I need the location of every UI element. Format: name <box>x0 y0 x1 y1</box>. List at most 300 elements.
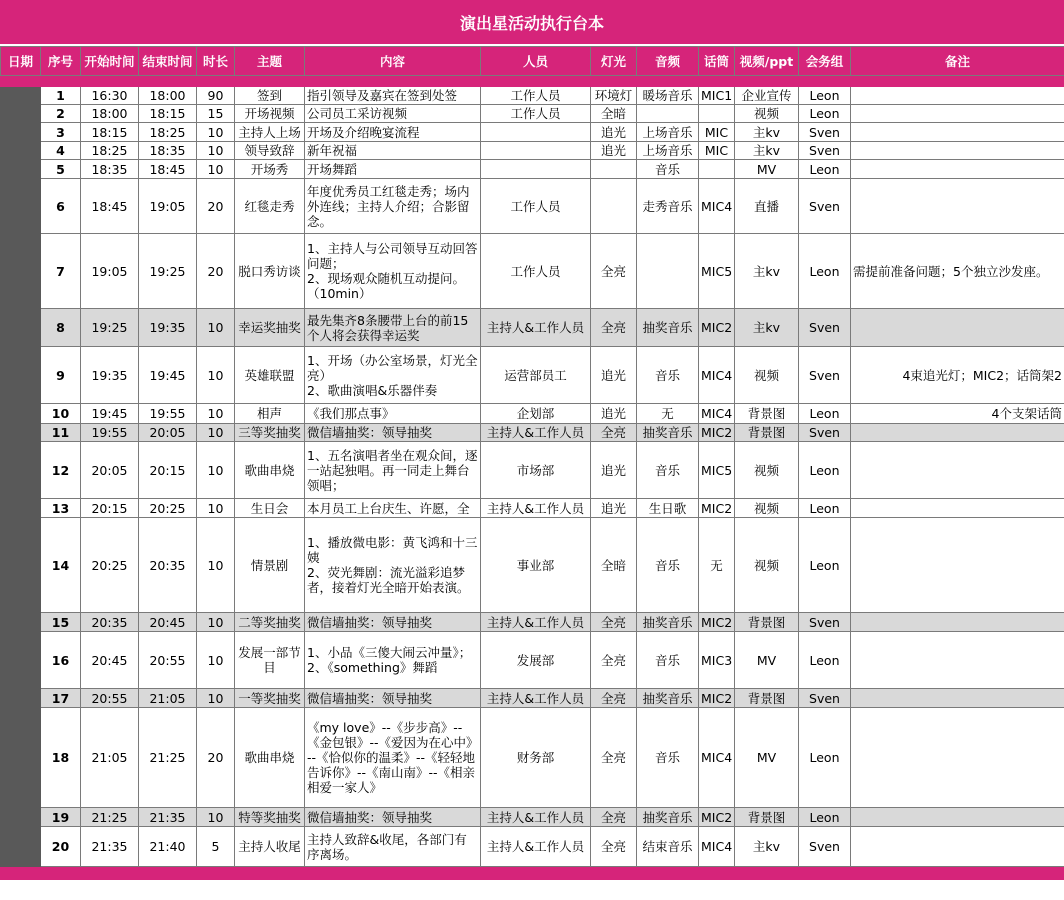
cell-duration[interactable]: 10 <box>197 499 235 518</box>
cell-group[interactable]: Leon <box>799 808 851 827</box>
cell-mic[interactable]: MIC <box>699 123 735 142</box>
cell-video[interactable]: 主kv <box>735 142 799 160</box>
cell-audio[interactable]: 音乐 <box>637 632 699 689</box>
cell-mic[interactable] <box>699 105 735 123</box>
header-theme[interactable]: 主题 <box>235 47 305 76</box>
cell-end-time[interactable]: 20:55 <box>139 632 197 689</box>
cell-mic[interactable]: MIC3 <box>699 632 735 689</box>
table-row <box>1 442 1064 499</box>
cell-audio[interactable]: 上场音乐 <box>637 142 699 160</box>
cell-audio[interactable]: 音乐 <box>637 518 699 613</box>
header-group[interactable]: 会务组 <box>799 47 851 76</box>
date-column-cell[interactable] <box>1 87 41 867</box>
cell-content[interactable]: 1、小品《三傻大闹云冲量》； 2、《something》舞蹈 <box>305 632 481 689</box>
cell-group[interactable]: Sven <box>799 123 851 142</box>
cell-staff[interactable]: 工作人员 <box>481 87 591 105</box>
cell-group[interactable]: Leon <box>799 87 851 105</box>
cell-start-time[interactable]: 21:35 <box>81 827 139 867</box>
cell-mic[interactable]: MIC2 <box>699 613 735 632</box>
cell-content[interactable]: 新年祝福 <box>305 142 481 160</box>
cell-theme[interactable]: 相声 <box>235 404 305 424</box>
cell-group[interactable]: Leon <box>799 499 851 518</box>
cell-duration[interactable]: 10 <box>197 160 235 179</box>
cell-theme[interactable]: 二等奖抽奖 <box>235 613 305 632</box>
cell-notes[interactable] <box>851 160 1064 179</box>
table-row <box>1 87 1064 105</box>
cell-mic[interactable]: MIC2 <box>699 689 735 708</box>
cell-audio[interactable]: 音乐 <box>637 347 699 404</box>
cell-notes[interactable] <box>851 499 1064 518</box>
cell-duration[interactable]: 10 <box>197 123 235 142</box>
band-row <box>1 76 1064 87</box>
cell-no[interactable]: 18 <box>41 708 81 808</box>
cell-audio[interactable]: 无 <box>637 404 699 424</box>
cell-notes[interactable] <box>851 632 1064 689</box>
cell-staff[interactable]: 市场部 <box>481 442 591 499</box>
cell-mic[interactable]: MIC2 <box>699 309 735 347</box>
cell-end-time[interactable]: 19:05 <box>139 179 197 234</box>
table-row <box>1 105 1064 123</box>
cell-no[interactable]: 9 <box>41 347 81 404</box>
cell-end-time[interactable]: 20:25 <box>139 499 197 518</box>
band-cell <box>1 76 1064 87</box>
cell-no[interactable]: 6 <box>41 179 81 234</box>
cell-duration[interactable]: 10 <box>197 142 235 160</box>
cell-group[interactable]: Sven <box>799 309 851 347</box>
cell-notes[interactable] <box>851 518 1064 613</box>
cell-theme[interactable]: 生日会 <box>235 499 305 518</box>
cell-group[interactable]: Leon <box>799 442 851 499</box>
cell-content[interactable]: 年度优秀员工红毯走秀；场内外连线；主持人介绍；合影留念。 <box>305 179 481 234</box>
cell-no[interactable]: 7 <box>41 234 81 309</box>
cell-notes[interactable] <box>851 808 1064 827</box>
cell-duration[interactable]: 10 <box>197 613 235 632</box>
cell-notes[interactable] <box>851 142 1064 160</box>
table-row <box>1 404 1064 424</box>
header-staff[interactable]: 人员 <box>481 47 591 76</box>
cell-mic[interactable]: MIC4 <box>699 708 735 808</box>
cell-video[interactable]: 直播 <box>735 179 799 234</box>
header-no[interactable]: 序号 <box>41 47 81 76</box>
cell-end-time[interactable]: 19:25 <box>139 234 197 309</box>
cell-no[interactable]: 15 <box>41 613 81 632</box>
cell-audio[interactable]: 音乐 <box>637 442 699 499</box>
cell-no[interactable]: 11 <box>41 424 81 442</box>
cell-end-time[interactable]: 18:25 <box>139 123 197 142</box>
cell-video[interactable]: MV <box>735 632 799 689</box>
cell-staff[interactable]: 发展部 <box>481 632 591 689</box>
cell-lighting[interactable]: 环境灯 <box>591 87 637 105</box>
table-row <box>1 632 1064 689</box>
cell-staff[interactable]: 事业部 <box>481 518 591 613</box>
cell-start-time[interactable]: 18:45 <box>81 179 139 234</box>
cell-audio[interactable]: 生日歌 <box>637 499 699 518</box>
cell-video[interactable]: 背景图 <box>735 808 799 827</box>
cell-content[interactable]: 1、开场（办公室场景，灯光全亮） 2、歌曲演唱&乐器伴奏 <box>305 347 481 404</box>
cell-theme[interactable]: 红毯走秀 <box>235 179 305 234</box>
cell-theme[interactable]: 三等奖抽奖 <box>235 424 305 442</box>
cell-lighting[interactable]: 全暗 <box>591 518 637 613</box>
cell-content[interactable]: 微信墙抽奖：领导抽奖 <box>305 689 481 708</box>
cell-group[interactable]: Leon <box>799 708 851 808</box>
header-lighting[interactable]: 灯光 <box>591 47 637 76</box>
cell-theme[interactable]: 歌曲串烧 <box>235 442 305 499</box>
cell-lighting[interactable]: 全亮 <box>591 689 637 708</box>
cell-lighting[interactable]: 追光 <box>591 499 637 518</box>
cell-duration[interactable]: 10 <box>197 404 235 424</box>
cell-duration[interactable]: 20 <box>197 179 235 234</box>
cell-group[interactable]: Leon <box>799 404 851 424</box>
footer-band-row <box>1 867 1064 880</box>
cell-audio[interactable] <box>637 234 699 309</box>
cell-video[interactable]: 主kv <box>735 234 799 309</box>
header-end[interactable]: 结束时间 <box>139 47 197 76</box>
cell-staff[interactable] <box>481 142 591 160</box>
cell-video[interactable]: 背景图 <box>735 404 799 424</box>
cell-content[interactable]: 主持人致辞&收尾，各部门有序离场。 <box>305 827 481 867</box>
cell-start-time[interactable]: 19:35 <box>81 347 139 404</box>
cell-lighting[interactable]: 全亮 <box>591 708 637 808</box>
cell-mic[interactable]: MIC5 <box>699 442 735 499</box>
cell-staff[interactable]: 主持人&工作人员 <box>481 689 591 708</box>
header-video[interactable]: 视频/ppt <box>735 47 799 76</box>
cell-content[interactable]: 公司员工采访视频 <box>305 105 481 123</box>
cell-start-time[interactable]: 19:55 <box>81 424 139 442</box>
table-row <box>1 234 1064 309</box>
cell-mic[interactable]: MIC4 <box>699 179 735 234</box>
table-row <box>1 309 1064 347</box>
cell-staff[interactable]: 工作人员 <box>481 179 591 234</box>
table-row <box>1 142 1064 160</box>
cell-group[interactable]: Sven <box>799 424 851 442</box>
cell-staff[interactable]: 主持人&工作人员 <box>481 424 591 442</box>
cell-lighting[interactable]: 全亮 <box>591 234 637 309</box>
cell-audio[interactable]: 暖场音乐 <box>637 87 699 105</box>
cell-video[interactable]: 主kv <box>735 827 799 867</box>
cell-content[interactable]: 《my love》--《步步高》--《金包银》--《爱因为在心中》--《恰似你的温柔》--《轻轻地告诉你》--《南山南》--《相亲相爱一家人》 <box>305 708 481 808</box>
cell-no[interactable]: 8 <box>41 309 81 347</box>
table-row <box>1 518 1064 613</box>
cell-staff[interactable]: 主持人&工作人员 <box>481 613 591 632</box>
cell-duration[interactable]: 20 <box>197 234 235 309</box>
cell-content[interactable]: 最先集齐8条腰带上台的前15个人将会获得幸运奖 <box>305 309 481 347</box>
cell-theme[interactable]: 主持人上场 <box>235 123 305 142</box>
cell-group[interactable]: Sven <box>799 689 851 708</box>
cell-lighting[interactable]: 全暗 <box>591 105 637 123</box>
header-audio[interactable]: 音频 <box>637 47 699 76</box>
cell-notes[interactable] <box>851 827 1064 867</box>
cell-theme[interactable]: 特等奖抽奖 <box>235 808 305 827</box>
cell-staff[interactable] <box>481 160 591 179</box>
cell-mic[interactable]: MIC2 <box>699 808 735 827</box>
cell-start-time[interactable]: 21:25 <box>81 808 139 827</box>
cell-end-time[interactable]: 21:25 <box>139 708 197 808</box>
cell-staff[interactable]: 工作人员 <box>481 105 591 123</box>
cell-mic[interactable] <box>699 160 735 179</box>
header-date[interactable]: 日期 <box>1 47 41 76</box>
cell-end-time[interactable]: 18:45 <box>139 160 197 179</box>
cell-audio[interactable]: 上场音乐 <box>637 123 699 142</box>
table-body <box>1 76 1064 880</box>
cell-theme[interactable]: 情景剧 <box>235 518 305 613</box>
cell-no[interactable]: 4 <box>41 142 81 160</box>
cell-video[interactable]: MV <box>735 160 799 179</box>
footer-band-cell <box>1 867 1064 880</box>
cell-lighting[interactable]: 全亮 <box>591 309 637 347</box>
cell-group[interactable]: Leon <box>799 105 851 123</box>
cell-no[interactable]: 16 <box>41 632 81 689</box>
cell-video[interactable]: 背景图 <box>735 613 799 632</box>
cell-theme[interactable]: 发展一部节目 <box>235 632 305 689</box>
cell-content[interactable]: 《我们那点事》 <box>305 404 481 424</box>
cell-video[interactable]: 视频 <box>735 518 799 613</box>
cell-video[interactable]: 企业宣传 <box>735 87 799 105</box>
cell-lighting[interactable] <box>591 179 637 234</box>
cell-mic[interactable]: MIC5 <box>699 234 735 309</box>
cell-mic[interactable]: MIC <box>699 142 735 160</box>
cell-staff[interactable]: 财务部 <box>481 708 591 808</box>
cell-lighting[interactable]: 全亮 <box>591 827 637 867</box>
cell-no[interactable]: 5 <box>41 160 81 179</box>
cell-staff[interactable]: 主持人&工作人员 <box>481 808 591 827</box>
cell-duration[interactable]: 5 <box>197 827 235 867</box>
cell-audio[interactable] <box>637 105 699 123</box>
cell-video[interactable]: 视频 <box>735 442 799 499</box>
table-row <box>1 123 1064 142</box>
cell-mic[interactable]: MIC1 <box>699 87 735 105</box>
cell-mic[interactable]: MIC4 <box>699 347 735 404</box>
cell-audio[interactable]: 抽奖音乐 <box>637 808 699 827</box>
cell-no[interactable]: 3 <box>41 123 81 142</box>
cell-end-time[interactable]: 20:45 <box>139 613 197 632</box>
cell-end-time[interactable]: 20:05 <box>139 424 197 442</box>
cell-notes[interactable] <box>851 613 1064 632</box>
cell-start-time[interactable]: 20:55 <box>81 689 139 708</box>
cell-notes[interactable]: 4个支架话筒 <box>851 404 1064 424</box>
table-row <box>1 689 1064 708</box>
cell-lighting[interactable]: 全亮 <box>591 808 637 827</box>
cell-duration[interactable]: 10 <box>197 689 235 708</box>
cell-end-time[interactable]: 20:35 <box>139 518 197 613</box>
cell-theme[interactable]: 幸运奖抽奖 <box>235 309 305 347</box>
header-mic[interactable]: 话筒 <box>699 47 735 76</box>
cell-start-time[interactable]: 20:25 <box>81 518 139 613</box>
header-duration[interactable]: 时长 <box>197 47 235 76</box>
cell-theme[interactable]: 脱口秀访谈 <box>235 234 305 309</box>
cell-notes[interactable] <box>851 708 1064 808</box>
cell-notes[interactable]: 4束追光灯；MIC2；话筒架2 <box>851 347 1064 404</box>
cell-video[interactable]: 主kv <box>735 309 799 347</box>
cell-lighting[interactable]: 全亮 <box>591 613 637 632</box>
cell-no[interactable]: 1 <box>41 87 81 105</box>
cell-group[interactable]: Sven <box>799 142 851 160</box>
cell-video[interactable]: 主kv <box>735 123 799 142</box>
cell-lighting[interactable]: 追光 <box>591 123 637 142</box>
cell-theme[interactable]: 一等奖抽奖 <box>235 689 305 708</box>
cell-no[interactable]: 14 <box>41 518 81 613</box>
cell-staff[interactable]: 主持人&工作人员 <box>481 827 591 867</box>
table-row <box>1 827 1064 867</box>
cell-group[interactable]: Sven <box>799 827 851 867</box>
cell-audio[interactable]: 音乐 <box>637 160 699 179</box>
cell-end-time[interactable]: 19:55 <box>139 404 197 424</box>
cell-notes[interactable] <box>851 123 1064 142</box>
cell-audio[interactable]: 抽奖音乐 <box>637 424 699 442</box>
cell-notes[interactable] <box>851 309 1064 347</box>
cell-staff[interactable]: 工作人员 <box>481 234 591 309</box>
table-row <box>1 179 1064 234</box>
cell-mic[interactable]: 无 <box>699 518 735 613</box>
cell-duration[interactable]: 10 <box>197 347 235 404</box>
cell-lighting[interactable] <box>591 160 637 179</box>
cell-notes[interactable] <box>851 689 1064 708</box>
cell-lighting[interactable]: 追光 <box>591 142 637 160</box>
cell-group[interactable]: Leon <box>799 160 851 179</box>
cell-content[interactable]: 本月员工上台庆生、许愿，全 <box>305 499 481 518</box>
cell-end-time[interactable]: 19:35 <box>139 309 197 347</box>
cell-content[interactable]: 微信墙抽奖：领导抽奖 <box>305 808 481 827</box>
cell-staff[interactable]: 主持人&工作人员 <box>481 309 591 347</box>
cell-group[interactable]: Sven <box>799 179 851 234</box>
header-notes[interactable]: 备注 <box>851 47 1064 76</box>
cell-notes[interactable] <box>851 105 1064 123</box>
cell-video[interactable]: 背景图 <box>735 689 799 708</box>
cell-duration[interactable]: 15 <box>197 105 235 123</box>
cell-start-time[interactable]: 16:30 <box>81 87 139 105</box>
cell-notes[interactable] <box>851 424 1064 442</box>
cell-video[interactable]: 视频 <box>735 499 799 518</box>
cell-start-time[interactable]: 20:05 <box>81 442 139 499</box>
cell-video[interactable]: 背景图 <box>735 424 799 442</box>
sheet-title: 演出星活动执行台本 <box>0 0 1064 44</box>
cell-lighting[interactable]: 全亮 <box>591 424 637 442</box>
cell-end-time[interactable]: 18:15 <box>139 105 197 123</box>
cell-group[interactable]: Leon <box>799 234 851 309</box>
cell-end-time[interactable]: 18:00 <box>139 87 197 105</box>
cell-duration[interactable]: 90 <box>197 87 235 105</box>
cell-video[interactable]: 视频 <box>735 105 799 123</box>
cell-content[interactable]: 指引领导及嘉宾在签到处签 <box>305 87 481 105</box>
cell-no[interactable]: 19 <box>41 808 81 827</box>
cell-duration[interactable]: 10 <box>197 632 235 689</box>
cell-duration[interactable]: 10 <box>197 424 235 442</box>
cell-theme[interactable]: 歌曲串烧 <box>235 708 305 808</box>
cell-end-time[interactable]: 21:05 <box>139 689 197 708</box>
cell-lighting[interactable]: 全亮 <box>591 632 637 689</box>
cell-theme[interactable]: 开场视频 <box>235 105 305 123</box>
cell-content[interactable]: 开场及介绍晚宴流程 <box>305 123 481 142</box>
cell-group[interactable]: Sven <box>799 613 851 632</box>
run-sheet-table <box>0 46 1064 880</box>
cell-lighting[interactable]: 追光 <box>591 404 637 424</box>
cell-notes[interactable] <box>851 442 1064 499</box>
cell-start-time[interactable]: 20:45 <box>81 632 139 689</box>
cell-start-time[interactable]: 21:05 <box>81 708 139 808</box>
cell-content[interactable]: 1、主持人与公司领导互动回答问题； 2、现场观众随机互动提问。（10min） <box>305 234 481 309</box>
cell-no[interactable]: 12 <box>41 442 81 499</box>
cell-video[interactable]: 视频 <box>735 347 799 404</box>
cell-staff[interactable]: 运营部员工 <box>481 347 591 404</box>
cell-start-time[interactable]: 20:15 <box>81 499 139 518</box>
cell-start-time[interactable]: 19:05 <box>81 234 139 309</box>
cell-start-time[interactable]: 18:35 <box>81 160 139 179</box>
cell-end-time[interactable]: 19:45 <box>139 347 197 404</box>
cell-no[interactable]: 20 <box>41 827 81 867</box>
cell-theme[interactable]: 开场秀 <box>235 160 305 179</box>
cell-no[interactable]: 10 <box>41 404 81 424</box>
cell-theme[interactable]: 主持人收尾 <box>235 827 305 867</box>
cell-end-time[interactable]: 21:35 <box>139 808 197 827</box>
cell-duration[interactable]: 10 <box>197 309 235 347</box>
cell-theme[interactable]: 领导致辞 <box>235 142 305 160</box>
cell-start-time[interactable]: 18:15 <box>81 123 139 142</box>
cell-duration[interactable]: 10 <box>197 808 235 827</box>
cell-start-time[interactable]: 19:25 <box>81 309 139 347</box>
cell-mic[interactable]: MIC4 <box>699 827 735 867</box>
cell-notes[interactable] <box>851 179 1064 234</box>
cell-content[interactable]: 1、播放微电影：黄飞鸿和十三姨 2、荧光舞剧：流光溢彩追梦者，接着灯光全暗开始表演。 <box>305 518 481 613</box>
cell-theme[interactable]: 签到 <box>235 87 305 105</box>
table-row <box>1 808 1064 827</box>
cell-mic[interactable]: MIC2 <box>699 499 735 518</box>
header-content[interactable]: 内容 <box>305 47 481 76</box>
table-row <box>1 499 1064 518</box>
cell-content[interactable]: 微信墙抽奖：领导抽奖 <box>305 424 481 442</box>
cell-audio[interactable]: 结束音乐 <box>637 827 699 867</box>
cell-group[interactable]: Leon <box>799 632 851 689</box>
table-row <box>1 424 1064 442</box>
cell-audio[interactable]: 抽奖音乐 <box>637 309 699 347</box>
cell-start-time[interactable]: 18:25 <box>81 142 139 160</box>
cell-lighting[interactable]: 追光 <box>591 442 637 499</box>
cell-audio[interactable]: 走秀音乐 <box>637 179 699 234</box>
header-start[interactable]: 开始时间 <box>81 47 139 76</box>
table-row <box>1 160 1064 179</box>
cell-content[interactable]: 开场舞蹈 <box>305 160 481 179</box>
cell-duration[interactable]: 20 <box>197 708 235 808</box>
cell-audio[interactable]: 抽奖音乐 <box>637 613 699 632</box>
cell-end-time[interactable]: 21:40 <box>139 827 197 867</box>
cell-theme[interactable]: 英雄联盟 <box>235 347 305 404</box>
cell-content[interactable]: 1、五名演唱者坐在观众间，逐一站起独唱。再一同走上舞台领唱； <box>305 442 481 499</box>
cell-mic[interactable]: MIC4 <box>699 404 735 424</box>
cell-notes[interactable]: 需提前准备问题；5个独立沙发座。 <box>851 234 1064 309</box>
cell-audio[interactable]: 音乐 <box>637 708 699 808</box>
cell-group[interactable]: Leon <box>799 518 851 613</box>
cell-end-time[interactable]: 18:35 <box>139 142 197 160</box>
cell-notes[interactable] <box>851 87 1064 105</box>
cell-staff[interactable] <box>481 123 591 142</box>
cell-start-time[interactable]: 19:45 <box>81 404 139 424</box>
cell-no[interactable]: 2 <box>41 105 81 123</box>
cell-duration[interactable]: 10 <box>197 442 235 499</box>
cell-video[interactable]: MV <box>735 708 799 808</box>
cell-duration[interactable]: 10 <box>197 518 235 613</box>
cell-no[interactable]: 13 <box>41 499 81 518</box>
cell-no[interactable]: 17 <box>41 689 81 708</box>
cell-start-time[interactable]: 20:35 <box>81 613 139 632</box>
cell-staff[interactable]: 主持人&工作人员 <box>481 499 591 518</box>
cell-start-time[interactable]: 18:00 <box>81 105 139 123</box>
cell-staff[interactable]: 企划部 <box>481 404 591 424</box>
cell-mic[interactable]: MIC2 <box>699 424 735 442</box>
cell-group[interactable]: Sven <box>799 347 851 404</box>
cell-lighting[interactable]: 追光 <box>591 347 637 404</box>
cell-end-time[interactable]: 20:15 <box>139 442 197 499</box>
cell-content[interactable]: 微信墙抽奖：领导抽奖 <box>305 613 481 632</box>
table-row <box>1 613 1064 632</box>
cell-audio[interactable]: 抽奖音乐 <box>637 689 699 708</box>
